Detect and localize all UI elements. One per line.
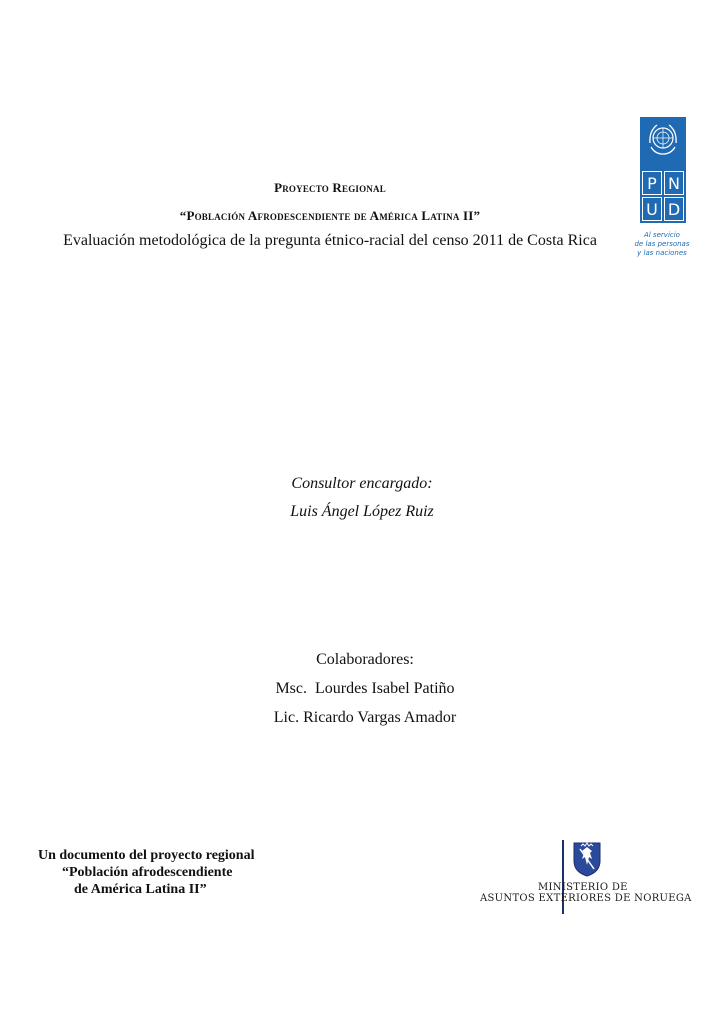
footer-note-line: “Población afrodescendiente: [62, 865, 233, 880]
ministry-name-line: MINISTERIO DE: [538, 882, 628, 893]
consultant-block: [0, 470, 724, 526]
undp-tagline-line: de las personas: [634, 240, 690, 248]
project-label: Proyecto Regional: [274, 180, 386, 195]
undp-tagline-line: Al servicio: [644, 231, 680, 239]
undp-logo: [634, 117, 690, 258]
undp-letter: P: [642, 171, 662, 195]
undp-logo-box: [640, 117, 686, 223]
undp-tagline-line: y las naciones: [637, 249, 687, 257]
document-title: Evaluación metodológica de la pregunta étnico-racial del censo 2011 de Costa Rica: [63, 232, 597, 249]
footer-note: [38, 847, 288, 898]
undp-letter-grid: [642, 171, 684, 221]
undp-letter: U: [642, 197, 662, 221]
undp-tagline: [634, 231, 690, 258]
undp-letter: D: [664, 197, 684, 221]
project-name: “Población Afrodescendiente de América Latina II”: [179, 208, 481, 223]
collaborator-name: Msc. Lourdes Isabel Patiño: [275, 680, 455, 697]
footer-note-line: Un documento del proyecto regional: [38, 848, 255, 863]
footer-note-line: de América Latina II”: [74, 882, 207, 897]
collaborators-label: Colaboradores:: [316, 651, 414, 668]
ministry-name: [470, 882, 700, 904]
collaborators-block: [0, 645, 724, 732]
un-emblem-icon: [645, 121, 681, 161]
title-block: [30, 178, 630, 252]
consultant-label: Consultor encargado:: [291, 475, 433, 492]
collaborator-name: Lic. Ricardo Vargas Amador: [273, 709, 457, 726]
norway-coat-of-arms-icon: [572, 841, 602, 877]
ministry-name-line: ASUNTOS EXTERIORES DE NORUEGA: [480, 893, 692, 904]
consultant-name: Luis Ángel López Ruiz: [290, 503, 434, 520]
undp-letter: N: [664, 171, 684, 195]
